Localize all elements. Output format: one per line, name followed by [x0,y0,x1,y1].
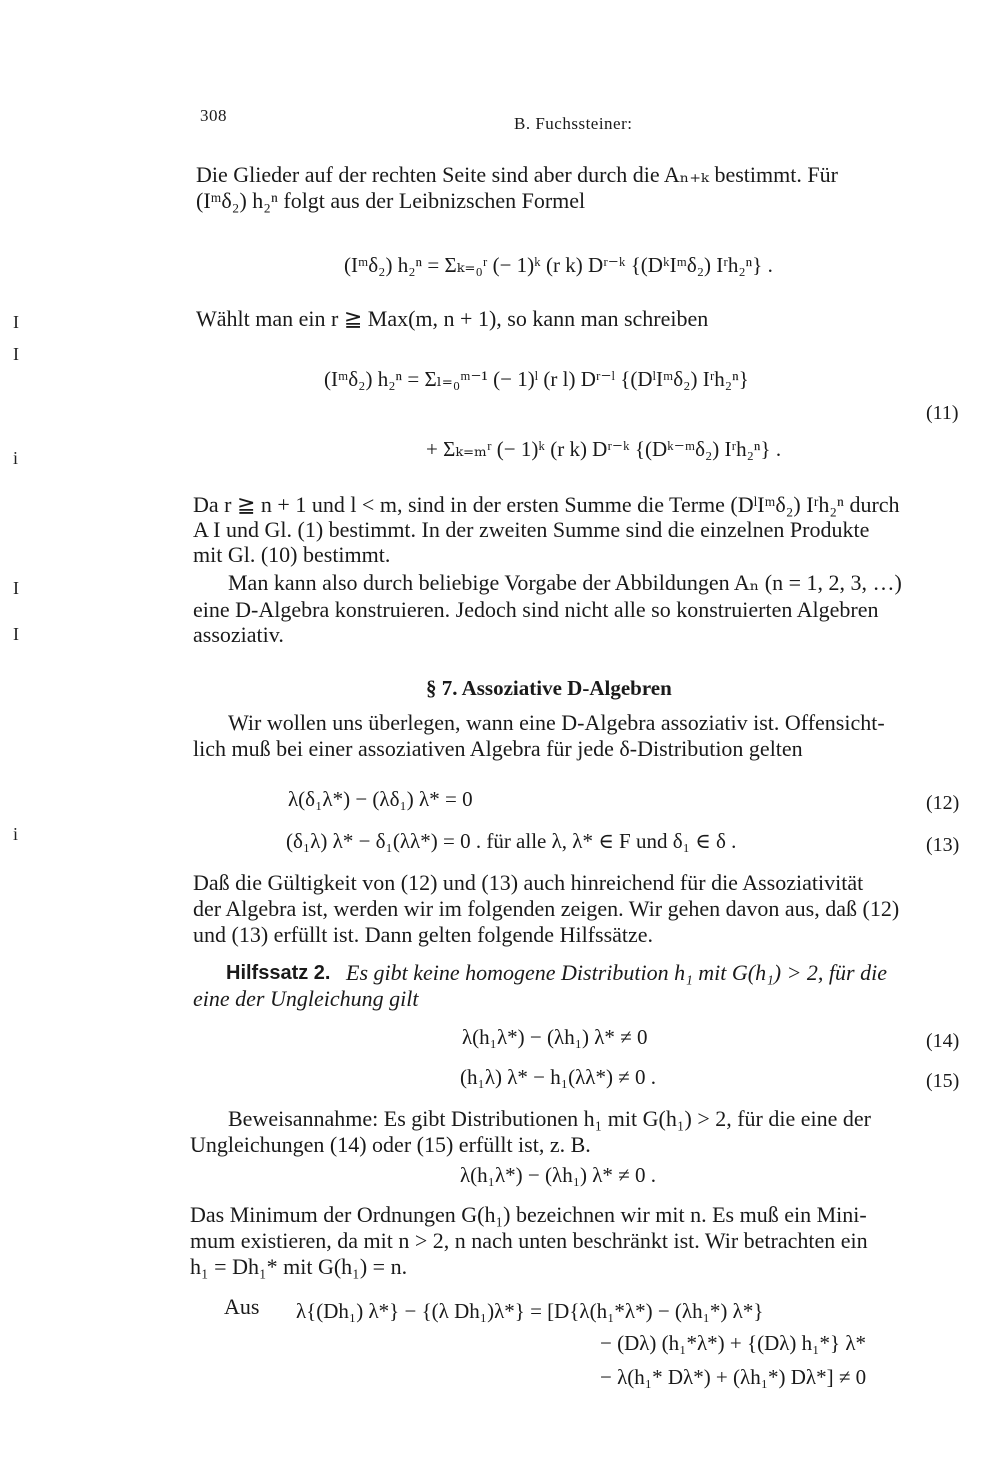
margin-mark: I [13,624,19,644]
body-line: Die Glieder auf der rechten Seite sind aber durch die Aₙ₊ₖ bestimmt. Für [196,162,838,187]
body-line: Da r ≧ n + 1 und l < m, sind in der ersten Summe die Terme (DˡIᵐδ₂) Iʳh₂ⁿ durch [193,492,900,517]
running-title: B. Fuchssteiner: [514,114,633,133]
equation-number: (12) [926,792,960,814]
equation-leibniz: (Iᵐδ₂) h₂ⁿ = Σₖ₌₀ʳ (− 1)ᵏ (r k) Dʳ⁻ᵏ {(DᵏIᵐδ₂) Iʳh₂ⁿ} . [344,253,773,277]
section-title: § 7. Assoziative D-Algebren [426,676,672,700]
lemma-text: eine der Ungleichung gilt [193,986,419,1011]
margin-mark: I [13,578,19,598]
equation-14: λ(h₁λ*) − (λh₁) λ* ≠ 0 [462,1025,648,1049]
body-line: A I und Gl. (1) bestimmt. In der zweiten Summe sind die einzelnen Produkte [193,517,870,542]
body-line: Beweisannahme: Es gibt Distributionen h₁ mit G(h₁) > 2, für die eine der [228,1106,871,1131]
equation-aus-line2: − (Dλ) (h₁*λ*) + {(Dλ) h₁*} λ* [600,1331,867,1355]
margin-mark: I [13,344,19,364]
equation-12: λ(δ₁λ*) − (λδ₁) λ* = 0 [288,787,473,811]
aus-label: Aus [224,1294,260,1319]
body-line: Ungleichungen (14) oder (15) erfüllt ist, z. B. [190,1132,591,1157]
body-line: (Iᵐδ₂) h₂ⁿ folgt aus der Leibnizschen Formel [196,188,586,213]
equation-number: (15) [926,1070,960,1092]
lemma-text: Es gibt keine homogene Distribution h₁ mit G(h₁) > 2, für die [346,960,887,985]
equation-13: (δ₁λ) λ* − δ₁(λλ*) = 0 . für alle λ, λ* ∈ F und δ₁ ∈ δ . [286,829,737,853]
body-line: Das Minimum der Ordnungen G(h₁) bezeichnen wir mit n. Es muß ein Mini- [190,1202,867,1227]
body-line: assoziativ. [193,622,284,647]
equation-unnumbered: λ(h₁λ*) − (λh₁) λ* ≠ 0 . [460,1163,656,1187]
body-line: der Algebra ist, werden wir im folgenden zeigen. Wir gehen davon aus, daß (12) [193,896,900,921]
body-line: h₁ = Dh₁* mit G(h₁) = n. [190,1254,408,1279]
margin-mark: I [13,312,19,332]
equation-11-line1: (Iᵐδ₂) h₂ⁿ = Σₗ₌₀ᵐ⁻¹ (− 1)ˡ (r l) Dʳ⁻ˡ {(DˡIᵐδ₂) Iʳh₂ⁿ} [324,367,749,391]
equation-number: (13) [926,834,960,856]
margin-mark: i [13,824,19,844]
lemma-label: Hilfssatz 2. [226,962,331,984]
body-line: Wählt man ein r ≧ Max(m, n + 1), so kann man schreiben [196,306,709,331]
equation-aus-line3: − λ(h₁* Dλ*) + (λh₁*) Dλ*] ≠ 0 [600,1365,867,1389]
equation-11-line2: + Σₖ₌ₘʳ (− 1)ᵏ (r k) Dʳ⁻ᵏ {(Dᵏ⁻ᵐδ₂) Iʳh₂ⁿ} . [426,437,782,461]
body-line: eine D-Algebra konstruieren. Jedoch sind nicht alle so konstruierten Algebren [193,597,879,622]
equation-number: (11) [926,402,959,424]
body-line: Daß die Gültigkeit von (12) und (13) auch hinreichend für die Assoziativität [193,870,864,895]
body-line: lich muß bei einer assoziativen Algebra für jede δ-Distribution gelten [193,736,803,761]
body-line: Man kann also durch beliebige Vorgabe der Abbildungen Aₙ (n = 1, 2, 3, …) [228,570,902,595]
body-line: mit Gl. (10) bestimmt. [193,542,391,567]
equation-15: (h₁λ) λ* − h₁(λλ*) ≠ 0 . [460,1065,656,1089]
body-line: mum existieren, da mit n > 2, n nach unten beschränkt ist. Wir betrachten ein [190,1228,868,1253]
equation-aus-line1: λ{(Dh₁) λ*} − {(λ Dh₁)λ*} = [D{λ(h₁*λ*) − (λh₁*) λ*} [296,1299,764,1323]
body-line: und (13) erfüllt ist. Dann gelten folgende Hilfssätze. [193,922,654,947]
margin-mark: i [13,448,19,468]
body-line: Wir wollen uns überlegen, wann eine D-Algebra assoziativ ist. Offensicht- [228,710,885,735]
page-number: 308 [200,106,227,125]
equation-number: (14) [926,1030,960,1052]
